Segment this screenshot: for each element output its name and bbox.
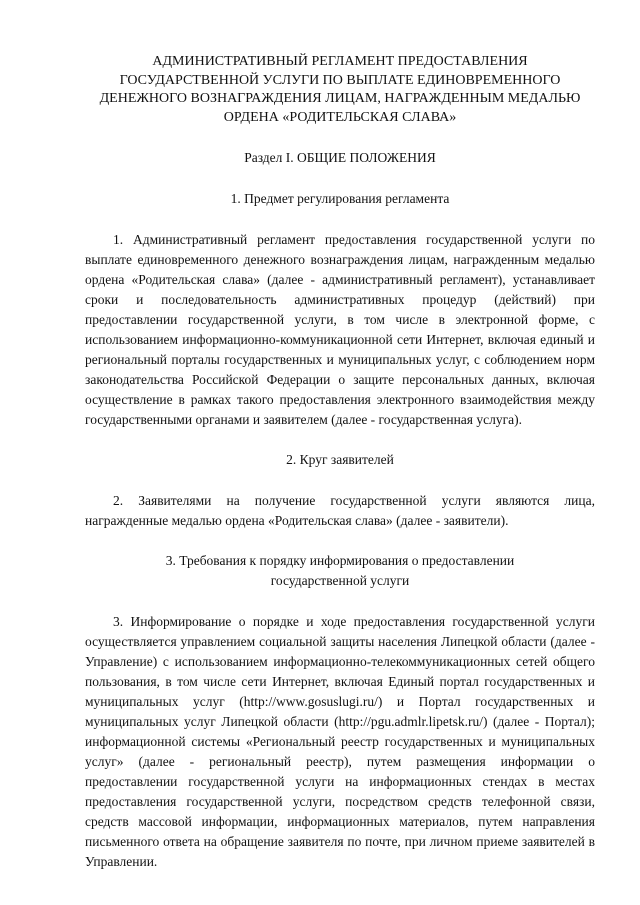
document-page xyxy=(85,53,595,872)
document-title: АДМИНИСТРАТИВНЫЙ РЕГЛАМЕНТ ПРЕДОСТАВЛЕНИЯ ГОСУДАРСТВЕННОЙ УСЛУГИ ПО ВЫПЛАТЕ ЕДИНОВРЕМЕННОГО ДЕНЕЖНОГО ВОЗНАГРАЖДЕНИЯ ЛИЦАМ, НАГРАЖДЕННЫМ МЕДАЛЬЮ ОРДЕНА «РОДИТЕЛЬСКАЯ СЛАВА» xyxy=(99,54,581,125)
subsection-3-paragraph: 3. Информирование о порядке и ходе предоставления государственной услуги осуществляется управлением социальной защиты населения Липецкой области (далее - Управление) с использованием информационно-телекоммуникационных сетей общего пользования, в том числе сети Интернет, включая Единый портал государственных и муниципальных услуг (http://www.gosuslugi.ru/) и Портал государственных и муниципальных услуг Липецкой области (http://pgu.admlr.lipetsk.ru/) (далее - Портал); информационной системы «Региональный реестр государственных и муниципальных услуг» (далее - региональный реестр), путем размещения информации о предоставлении государственной услуги на информационных стендах в местах предоставления государственной услуги, посредством средств телефонной связи, средств массовой информации, информационных материалов, путем направления письменного ответа на обращение заявителя по почте, при личном приеме заявителей в Управлении. xyxy=(85,614,595,869)
section-heading: Раздел I. ОБЩИЕ ПОЛОЖЕНИЯ xyxy=(244,150,436,165)
subsection-2-paragraph: 2. Заявителями на получение государственной услуги являются лица, награжденные медалью ордена «Родительская слава» (далее - заявители). xyxy=(85,493,595,528)
subsection-1-heading: 1. Предмет регулирования регламента xyxy=(230,191,450,206)
subsection-3-heading: 3. Требования к порядку информирования о предоставлении государственной услуги xyxy=(165,553,515,588)
subsection-1-paragraph: 1. Административный регламент предоставления государственной услуги по выплате единовременного денежного вознаграждения лицам, награжденным медалью ордена «Родительская слава» (далее - административный регламент), устанавливает сроки и последовательность административных процедур (действий) при предоставлении государственной услуги, в том числе в электронной форме, с использованием информационно-коммуникационной сети Интернет, включая единый и региональный порталы государственных и муниципальных услуг, с соблюдением норм законодательства Российской Федерации о защите персональных данных, включая осуществление в рамках такого предоставления электронного взаимодействия между государственными органами и заявителем (далее - государственная услуга). xyxy=(85,232,595,427)
subsection-2-heading: 2. Круг заявителей xyxy=(286,452,394,467)
